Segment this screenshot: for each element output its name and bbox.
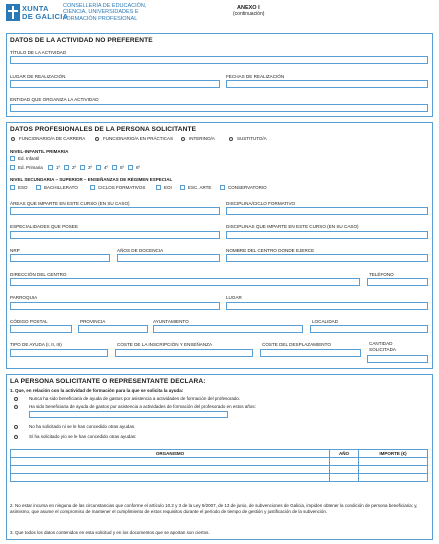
grade-label-2: 2º (72, 165, 77, 170)
center-address-field[interactable] (10, 278, 360, 286)
amount-label: CANTIDAD SOLICITADA (369, 341, 396, 352)
table-cell[interactable] (11, 466, 330, 474)
years-label: AÑOS DE DOCENCIA (117, 248, 164, 253)
grade-checkbox-2[interactable] (64, 165, 69, 170)
table-cell[interactable] (330, 466, 359, 474)
primary-label: Ed. Primaria (18, 165, 43, 170)
locality-label: LOCALIDAD (312, 319, 339, 324)
eso-label: ESO (18, 185, 28, 190)
nrp-field[interactable] (10, 254, 110, 262)
province-label: PROVINCIA (80, 319, 106, 324)
aid-type-label: TIPO DE AYUDA (I, II, III) (10, 342, 62, 347)
phone-field[interactable] (367, 278, 428, 286)
table-cell[interactable] (359, 458, 428, 466)
province-field[interactable] (78, 325, 148, 333)
status-label-career: FUNCIONARIO/A DE CARRERA (19, 136, 86, 141)
locality-field[interactable] (310, 325, 428, 333)
ciclos-checkbox[interactable] (90, 185, 95, 190)
areas-field[interactable] (10, 207, 220, 215)
declaration-radio-yes-aid[interactable] (14, 435, 18, 439)
column-header-organism: ORGANISMO (11, 450, 330, 458)
cost-label: COSTE DE LA INSCRIPCIÓN Y ENSEÑANZA (117, 342, 213, 347)
status-label-practice: FUNCIONARIO/A EN PRÁCTICAS (103, 136, 174, 141)
eoi-checkbox[interactable] (156, 185, 161, 190)
infant-label: Ed. Infantil (18, 156, 40, 161)
status-label-substitute: SUSTITUTO/A (237, 136, 267, 141)
center-name-label: NOMBRE DEL CENTRO DONDE EJERCE (226, 248, 315, 253)
council-label: AYUNTAMIENTO (153, 319, 189, 324)
place-field-2[interactable] (226, 302, 428, 310)
place-field[interactable] (10, 80, 220, 88)
status-label-interim: INTERINO/A (189, 136, 215, 141)
postal-label: CÓDIGO POSTAL (10, 319, 48, 324)
center-address-label: DIRECCIÓN DEL CENTRO (10, 272, 67, 277)
discipline-label: DISCIPLINA/CICLO FORMATIVO (226, 201, 296, 206)
xunta-logo (6, 4, 69, 22)
declaration-option-no-aid: No ha solicitado ni se le han concedido otras ayudas. (29, 424, 136, 429)
table-cell[interactable] (11, 474, 330, 482)
table-cell[interactable] (11, 458, 330, 466)
primary-checkbox[interactable] (10, 165, 15, 170)
declaration-radio-no-aid[interactable] (14, 425, 18, 429)
disciplines-label: DISCIPLINAS QUE IMPARTE EN ESTE CURSO (EN SU CASO) (226, 224, 359, 229)
activity-title-field[interactable] (10, 56, 428, 64)
activity-title-label: TÍTULO DE LA ACTIVIDAD (10, 50, 67, 55)
primary-heading: NIVEL-INFANTIL PRIMARIA (10, 149, 69, 154)
infant-checkbox[interactable] (10, 156, 15, 161)
annex-subtitle: (continuación) (233, 11, 265, 17)
grade-label-4: 4º (104, 165, 109, 170)
grade-checkbox-6[interactable] (128, 165, 133, 170)
declaration-option-yes-aid: Sí ha solicitado y/o se le han concedido otras ayudas: (29, 434, 137, 439)
specialties-field[interactable] (10, 231, 220, 239)
organizer-field[interactable] (10, 104, 428, 112)
dates-label: FECHAS DE REALIZACIÓN (226, 74, 285, 79)
aids-table (10, 449, 428, 482)
esc-arte-checkbox[interactable] (180, 185, 185, 190)
place-label: LUGAR DE REALIZACIÓN (10, 74, 66, 79)
table-cell[interactable] (359, 466, 428, 474)
table-row (11, 466, 428, 474)
grade-label-3: 3º (88, 165, 93, 170)
table-cell[interactable] (359, 474, 428, 482)
declaration-item-3: 3. Que todos los datos contenidos en esta solicitud y en los documentos que se aportan son ciertos. (10, 530, 210, 535)
travel-label: COSTE DEL DESPLAZAMIENTO (262, 342, 331, 347)
dates-field[interactable] (226, 80, 428, 88)
declaration-item-2: 2. No estar incursa en ninguna de las circunstancias que conforme el artículo 10.2 y 3 de la Ley 9/2007, de 13 de junio, de subvenciones de Galicia, impiden obtener la condición de persona beneficiaria; y, asimismo, que asume el compromiso de mantener el cumplimiento de estos requisitos durante el período de tiempo de gestión y justificación de la subvención. (10, 503, 418, 514)
column-header-year: AÑO (330, 450, 359, 458)
declaration-radio-years[interactable] (14, 405, 18, 409)
declaration-item-1: 1. Que, en relación con la actividad de formación para la que se solicita la ayuda: (10, 388, 184, 393)
parish-field[interactable] (10, 302, 220, 310)
grade-checkbox-5[interactable] (112, 165, 117, 170)
department-name: CONSELLERÍA DE EDUCACIÓN, CIENCIA, UNIVERSIDADES E FORMACIÓN PROFESIONAL (63, 3, 147, 22)
eoi-label: EOI (164, 185, 172, 190)
galicia-cross-icon (6, 4, 20, 21)
ciclos-label: CICLOS FORMATIVOS (98, 185, 146, 190)
table-cell[interactable] (330, 474, 359, 482)
phone-label: TELÉFONO (369, 272, 394, 277)
organizer-label: ENTIDAD QUE ORGANIZA LA ACTIVIDAD (10, 97, 99, 102)
table-row (11, 474, 428, 482)
areas-label: ÁREAS QUE IMPARTE EN ESTE CURSO (EN SU CASO) (10, 201, 130, 206)
parish-label: PARROQUIA (10, 295, 38, 300)
travel-field[interactable] (260, 349, 361, 357)
grade-label-1: 1º (56, 165, 61, 170)
grade-checkbox-1[interactable] (48, 165, 53, 170)
column-header-amount: IMPORTE (€) (359, 450, 428, 458)
eso-checkbox[interactable] (10, 185, 15, 190)
annex-title: ANEXO I (237, 5, 260, 11)
nrp-label: NRP (10, 248, 20, 253)
declaration-option-years: Ha sido beneficiaria de ayuda de gastos por asistencia a actividades de formación del profesorado en estos años: (29, 404, 256, 409)
table-row (11, 458, 428, 466)
conservatorio-checkbox[interactable] (220, 185, 225, 190)
disciplines-field[interactable] (226, 231, 428, 239)
status-radio-practice[interactable] (95, 137, 99, 141)
years-beneficiary-field[interactable] (29, 411, 228, 418)
bachillerato-checkbox[interactable] (36, 185, 41, 190)
grade-checkbox-3[interactable] (80, 165, 85, 170)
amount-field[interactable] (367, 355, 428, 363)
aid-type-field[interactable] (10, 349, 108, 357)
declaration-title: LA PERSONA SOLICITANTE O REPRESENTANTE DECLARA: (10, 378, 206, 385)
grade-checkbox-4[interactable] (96, 165, 101, 170)
status-radio-interim[interactable] (181, 137, 185, 141)
postal-field[interactable] (10, 325, 72, 333)
table-cell[interactable] (330, 458, 359, 466)
table-header-row (11, 450, 428, 458)
esc-arte-label: ESC. ARTE (188, 185, 212, 190)
grade-label-6: 6º (136, 165, 141, 170)
conservatorio-label: CONSERVATORIO (228, 185, 267, 190)
bachillerato-label: BACHILLERATO (44, 185, 78, 190)
logo-text: XUNTA DE GALICIA (22, 4, 69, 21)
declaration-radio-never[interactable] (14, 397, 18, 401)
cost-field[interactable] (115, 349, 253, 357)
status-radio-substitute[interactable] (229, 137, 233, 141)
specialties-label: ESPECIALIDADES QUE POSEE (10, 224, 78, 229)
discipline-field[interactable] (226, 207, 428, 215)
years-field[interactable] (117, 254, 220, 262)
center-name-field[interactable] (226, 254, 428, 262)
grade-label-5: 5º (120, 165, 125, 170)
secondary-heading: NIVEL SECUNDARIA – SUPERIOR – ENSEÑANZAS DE RÉGIMEN ESPECIAL (10, 177, 173, 182)
status-radio-career[interactable] (11, 137, 15, 141)
place-label-2: LUGAR (226, 295, 242, 300)
declaration-option-never: Nunca ha sido beneficiaria de ayuda de gastos por asistencia a actividades de formación del profesorado. (29, 396, 241, 401)
council-field[interactable] (153, 325, 303, 333)
activity-section-title: DATOS DE LA ACTIVIDAD NO PREFERENTE (10, 37, 153, 44)
professional-section-title: DATOS PROFESIONALES DE LA PERSONA SOLICITANTE (10, 126, 197, 133)
